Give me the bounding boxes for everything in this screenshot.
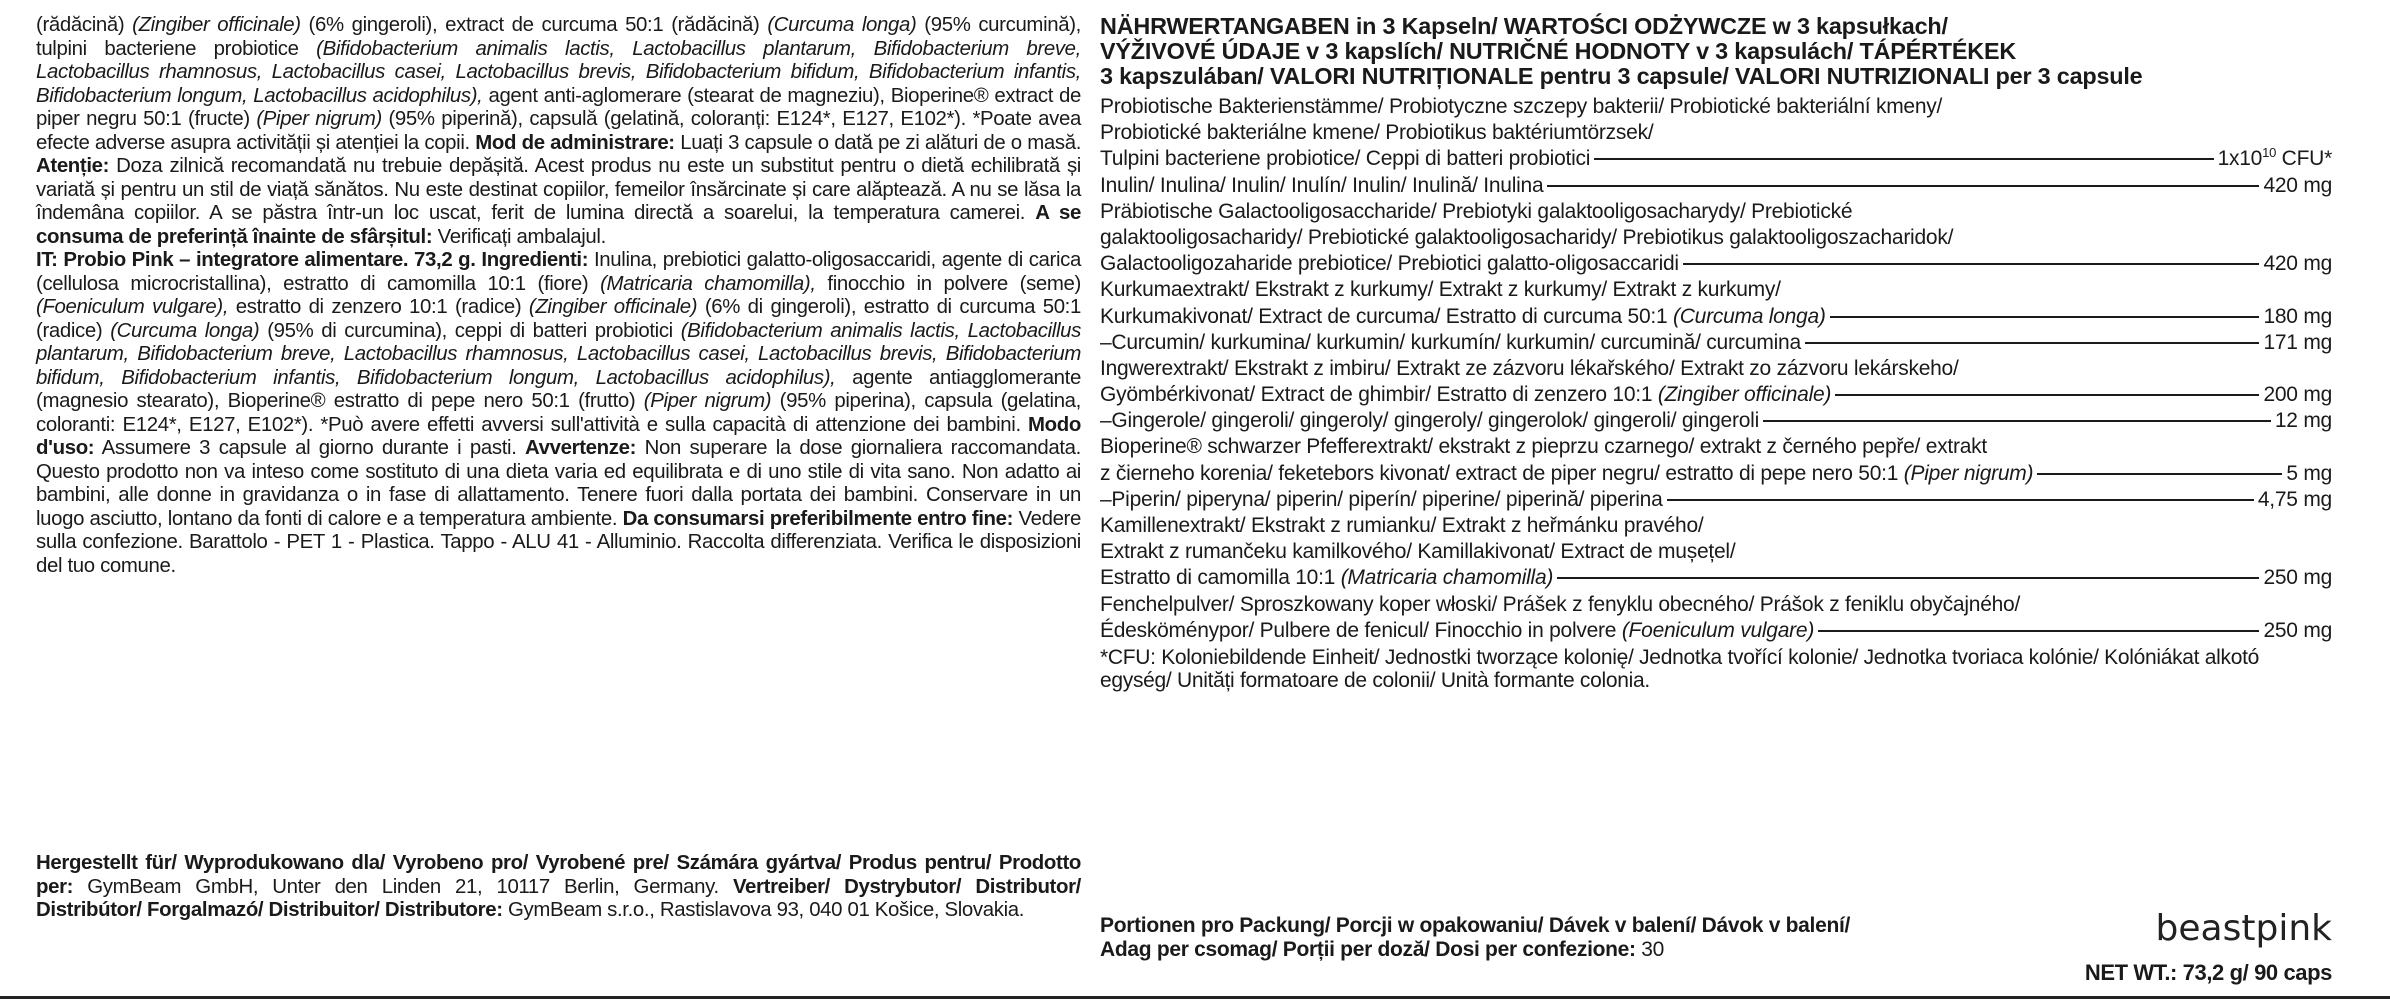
heading-line: NÄHRWERTANGABEN in 3 Kapseln/ WARTOŚCI ODŻYWCZE w 3 kapsułkach/ [1100, 13, 1948, 39]
nutrient-amount: 250 mg [2263, 618, 2332, 642]
text-run: (Bifidobacterium animalis lactis, Lactobacillus plantarum, Bifidobacterium breve, Lactobacillus rhamnosus, Lactobacillus casei, Lactobacillus brevis, Bifidobacterium bifidum, Bifidobacterium infantis, Bifidobacterium longum, Lactobacillus acidophilus), [36, 319, 1082, 389]
romanian-ingredients-tail [36, 14, 1081, 249]
nutrient-amount: 180 mg [2263, 304, 2332, 328]
leader-line [1683, 263, 2260, 265]
nutrient-amount: 12 mg [2274, 409, 2332, 433]
text-run: A se consuma de preferință înainte de sfârșitul: [36, 202, 1081, 248]
heading-line: 3 kapszulában/ VALORI NUTRIȚIONALE pentru 3 capsule/ VALORI NUTRIZIONALI per 3 capsule [1100, 63, 2143, 89]
text-run: Doza zilnică recomandată nu trebuie depășită. Acest produs nu este un substitut pentru o dietă echilibrată și variată și pentru un stil de viață sănătos. Nu este destinat copiilor, femeilor însărcinate și care alăptează. A nu se lăsa la îndemâna copiilor. A se păstra într-un loc uscat, ferit de lumina directă a soarelui, la temperatura camerei. [36, 155, 1081, 224]
text-run: (Zingiber officinale) [528, 296, 698, 318]
text-run: Verificați ambalajul. [432, 225, 606, 248]
portions-value: 30 [1635, 938, 1665, 961]
left-text-column [36, 14, 1082, 921]
nutrient-name-part: Inulin/ Inulina/ Inulin/ Inulín/ Inulin/ Inulină/ Inulina [1100, 173, 1544, 197]
leader-line [1835, 394, 2259, 396]
nutrient-name-part: z čierneho korenia/ feketebors kivonat/ extract de piper negru/ estratto di pepe nero 50:1 [1100, 461, 1904, 485]
text-run: IT: Probio Pink – integratore alimentare. 73,2 g. Ingredienti: [36, 249, 589, 271]
nutrient-name [1100, 408, 1759, 434]
leader-line [1547, 185, 2259, 187]
nutrient-row [1100, 461, 2332, 487]
text-run: (95% di curcumina), ceppi di batteri probiotici [259, 319, 681, 342]
text-run: Vertreiber/ Dystrybutor/ Distributor/ Distribútor/ Forgalmazó/ Distribuitor/ Distributore: [36, 875, 1081, 921]
nutrient-name-part: (Zingiber officinale) [1657, 383, 1832, 407]
nutrient-name-part: (Curcuma longa) [1673, 304, 1826, 328]
nutrient-name [1100, 487, 1663, 513]
text-run: (95% piperina), capsula (gelatina, coloranti: E124*, E127, E102*). *Può avere effetti avversi sull'attività e sulla capacità di attenzione dei bambini. [36, 390, 1081, 436]
nutrient-name [1100, 382, 1831, 408]
nutrient-label-line: Fenchelpulver/ Sproszkowany koper włoski/ Prášek z fenyklu obecného/ Prášok z feniklu obyčajného/ [1100, 592, 2021, 616]
nutrient-name [1100, 173, 1543, 199]
text-run: Non superare la dose giornaliera raccomandata. Questo prodotto non va inteso come sostituto di una dieta varia ed equilibrata e di uno stile di vita sano. Non adatto ai bambini, alle donne in gravidanza o in fase di allattamento. Tenere fuori dalla portata dei bambini. Conservare in un luogo asciutto, lontano da fonti di calore e a temperatura ambiente. [36, 437, 1081, 530]
nutrient-name-part: Gyömbérkivonat/ Extract de ghimbir/ Estratto di zenzero 10:1 [1100, 383, 1658, 407]
nutrient-name [1100, 618, 1814, 644]
italian-ingredients [36, 249, 1081, 578]
portions-per-pack [1100, 914, 1860, 962]
text-run: Mod de administrare: [475, 131, 675, 154]
nutrient-name [1100, 251, 1679, 277]
leader-line [1594, 158, 2213, 160]
nutrient-row [1100, 251, 2332, 277]
text-run: (Curcuma longa) [767, 14, 917, 36]
brand-logo: beastpink [2155, 908, 2332, 949]
nutrient-label-line: galaktooligosacharidy/ Prebiotické galaktooligosacharidy/ Prebiotikus galaktooligoszacharidok/ [1100, 225, 1954, 249]
nutrient-row [1100, 618, 2332, 644]
nutrient-row [1100, 304, 2332, 330]
nutrient-amount: 200 mg [2263, 383, 2332, 407]
nutrient-name [1100, 146, 1590, 172]
nutrient-name [1100, 461, 2033, 487]
text-run: Inulina, prebiotici galatto-oligosaccaridi, agente di carica (cellulosa microcristallina), estratto di camomilla 10:1 (fiore) [36, 249, 1081, 295]
text-run: estratto di zenzero 10:1 (radice) [228, 296, 529, 318]
nutrient-amount: 5 mg [2286, 461, 2332, 485]
heading-line: VÝŽIVOVÉ ÚDAJE v 3 kapslích/ NUTRIČNÉ HODNOTY v 3 kapsulách/ TÁPÉRTÉKEK [1100, 38, 2017, 64]
text-run: Da consumarsi preferibilmente entro fine: [622, 507, 1014, 530]
nutrient-name [1100, 330, 1801, 356]
nutrient-label-line: Präbiotische Galactooligosaccharide/ Prebiotyki galaktooligosacharydy/ Prebiotické [1100, 199, 1853, 223]
nutrient-amount: 4,75 mg [2257, 487, 2332, 511]
nutrition-panel [1100, 13, 2332, 985]
nutrient-amount: $1x10^{10}$ CFU* [2217, 145, 2332, 171]
nutrient-label-line: Extrakt z rumančeku kamilkového/ Kamillakivonat/ Extract de mușețel/ [1100, 540, 1736, 564]
nutrient-name-part: –Gingerole/ gingeroli/ gingeroly/ gingeroly/ gingerolok/ gingeroli/ gingeroli [1100, 409, 1759, 433]
text-run: Modo d'uso: [36, 413, 1081, 459]
nutrient-label-line: Bioperine® schwarzer Pfefferextrakt/ ekstrakt z pieprzu czarnego/ extrakt z černého pepře/ extrakt [1100, 435, 1988, 459]
text-run: agente antiagglomerante (magnesio stearato), Bioperine® estratto di pepe nero 50:1 (frutto) [36, 366, 1081, 412]
leader-line [1805, 342, 2260, 344]
nutrient-label-line: Kurkumaextrakt/ Ekstrakt z kurkumy/ Extrakt z kurkumy/ Extrakt z kurkumy/ [1100, 278, 1781, 302]
text-run: (Foeniculum vulgare), [36, 296, 229, 318]
leader-line [1818, 630, 2259, 632]
nutrient-row [1100, 408, 2332, 434]
text-run: (Piper nigrum) [256, 108, 382, 130]
bottom-divider [0, 996, 2390, 999]
nutrient-label-line: Probiotische Bakterienstämme/ Probiotyczne szczepy bakterii/ Probiotické bakteriální kmeny/ [1100, 95, 1943, 118]
nutrient-row [1100, 173, 2332, 199]
text-run: Vedere sulla confezione. Barattolo - PET 1 - Plastica. Tappo - ALU 41 - Alluminio. Raccolta differenziata. Verifica le disposizioni del tuo comune. [36, 507, 1081, 577]
nutrient-name-part: –Curcumin/ kurkumina/ kurkumin/ kurkumín/ kurkumin/ curcumină/ curcumina [1100, 330, 1801, 354]
nutrient-row [1100, 382, 2332, 408]
text-run: Hergestellt für/ Wyprodukowano dla/ Vyrobeno pro/ Vyrobené pre/ Számára gyártva/ Produs pentru/ Prodotto per: [36, 852, 1081, 898]
nutrient-name-part: Galactooligozaharide prebiotice/ Prebiotici galatto-oligosaccaridi [1100, 252, 1679, 276]
nutrient-name-part: (Piper nigrum) [1903, 461, 2034, 485]
nutrient-name [1100, 304, 1826, 330]
amount-exponent: 10 [2262, 145, 2277, 161]
text-run: (6% di gingeroli), estratto di curcuma 50:1 (radice) [36, 296, 1081, 342]
manufacturer-info [36, 852, 1081, 923]
nutrient-amount: 250 mg [2263, 566, 2332, 590]
nutrient-name [1100, 565, 1553, 591]
text-run: GymBeam s.r.o., Rastislavova 93, 040 01 Košice, Slovakia. [502, 899, 1025, 921]
text-run: agent anti-aglomerare (stearat de magneziu), Bioperine® extract de piper negru 50:1 (fructe) [36, 84, 1081, 130]
nutrient-name-part: –Piperin/ piperyna/ piperin/ piperín/ piperine/ piperină/ piperina [1100, 487, 1663, 511]
net-weight: NET WT.: 73,2 g/ 90 caps [2084, 960, 2332, 985]
nutrient-row [1100, 487, 2332, 513]
nutrient-name-part: Kurkumakivonat/ Extract de curcuma/ Estratto di curcuma 50:1 [1100, 304, 1673, 328]
leader-line [1830, 316, 2260, 318]
text-run: (95% curcumină), tulpini bacteriene probiotice [36, 14, 1081, 60]
text-run: GymBeam GmbH, Unter den Linden 21, 10117 Berlin, Germany. [73, 875, 733, 898]
nutrient-name-part: Édesköménypor/ Pulbere de fenicul/ Finocchio in polvere [1100, 618, 1622, 642]
text-run: Luați 3 capsule o dată pe zi alături de o masă. [674, 131, 1082, 154]
text-run: Atenție: [36, 155, 110, 177]
nutrient-name-part: Tulpini bacteriene probiotice/ Ceppi di batteri probiotici [1100, 147, 1591, 171]
nutrition-rows [1100, 94, 2332, 644]
nutrient-row [1100, 146, 2332, 172]
nutrient-label-line: Kamillenextrakt/ Ekstrakt z rumianku/ Extrakt z heřmánku pravého/ [1100, 514, 1704, 537]
nutrient-name-part: Estratto di camomilla 10:1 [1100, 566, 1341, 590]
text-run: (Bifidobacterium animalis lactis, Lactobacillus plantarum, Bifidobacterium breve, Lactobacillus rhamnosus, Lactobacillus casei, Lactobacillus brevis, Bifidobacterium bifidum, Bifidobacterium infantis, Bifidobacterium longum, Lactobacillus acidophilus), [36, 37, 1081, 107]
portions-label: Portionen pro Packung/ Porcji w opakowaniu/ Dávek v balení/ Dávok v balení/ Adag per csomag/ Porții per doză/ Dosi per confezione: [1100, 914, 1851, 961]
text-run: Avvertenze: [525, 437, 637, 459]
text-run: (95% piperină), capsulă (gelatină, coloranți: E124*, E127, E102*). *Poate avea efecte adverse asupra activității și atenției la copii. [36, 108, 1081, 154]
nutrient-amount: 171 mg [2263, 330, 2332, 354]
text-run: finocchio in polvere (seme) [815, 272, 1081, 295]
text-run: (rădăcină) [36, 14, 133, 36]
text-run: (Curcuma longa) [110, 319, 260, 342]
nutrition-heading [1100, 14, 2332, 89]
nutrient-name-part: (Matricaria chamomilla) [1340, 566, 1554, 590]
nutrient-row [1100, 565, 2332, 591]
text-run: Assumere 3 capsule al giorno durante i pasti. [94, 437, 526, 459]
text-run: (Piper nigrum) [643, 390, 772, 412]
nutrient-name-part: (Foeniculum vulgare) [1621, 618, 1815, 642]
cfu-footnote: *CFU: Koloniebildende Einheit/ Jednostki tworzące kolonię/ Jednotka tvořící kolonie/ Jednotka tvoriaca kolónie/ Kolóniákat alkotó egység/ Unități formatoare de colonii/ Unità formante colonia. [1100, 645, 2259, 692]
text-run: (Zingiber officinale) [132, 14, 301, 36]
leader-line [1667, 499, 2254, 501]
text-run: (Matricaria chamomilla), [600, 272, 816, 295]
leader-line [1763, 420, 2271, 422]
leader-line [1557, 577, 2259, 579]
nutrient-amount: 420 mg [2263, 252, 2332, 276]
text-run: (6% gingeroli), extract de curcuma 50:1 (rădăcină) [300, 14, 768, 36]
leader-line [2037, 473, 2282, 475]
nutrient-label-line: Ingwerextrakt/ Ekstrakt z imbiru/ Extrakt ze zázvoru lékařského/ Extrakt zo zázvoru lekárskeho/ [1100, 356, 1959, 380]
nutrient-amount: 420 mg [2263, 173, 2332, 197]
nutrient-row [1100, 330, 2332, 356]
nutrient-label-line: Probiotické bakteriálne kmene/ Probiotikus baktériumtörzsek/ [1100, 121, 1654, 145]
